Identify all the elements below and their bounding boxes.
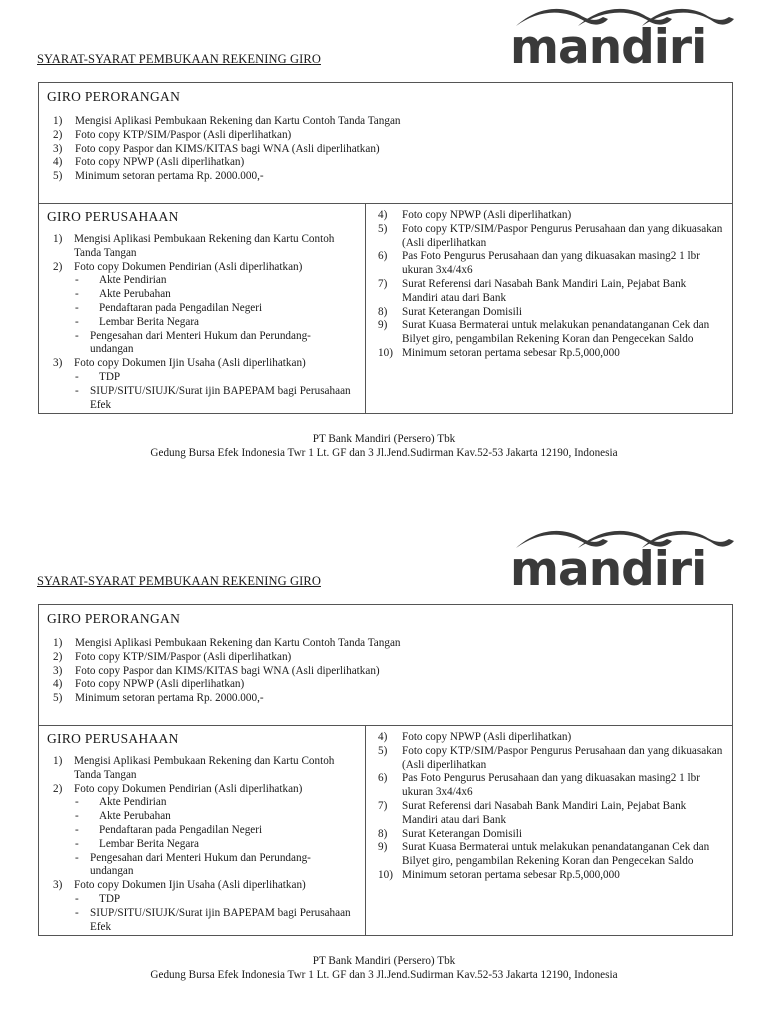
footer-company: PT Bank Mandiri (Persero) Tbk — [312, 433, 456, 445]
list-subitem: - Akte Pendirian — [75, 274, 167, 287]
list-item: 9) Surat Kuasa Bermaterai untuk melakukan penandatanganan Cek dan Bilyet giro, pengambilan Rekening Koran dan Pengecekan Saldo — [378, 841, 710, 868]
column-divider — [365, 726, 366, 935]
list-subitem: - Lembar Berita Negara — [75, 837, 200, 850]
list-item: 6) Pas Foto Pengurus Perusahaan dan yang dikuasakan masing2 1 lbr ukuran 3x4/4x6 — [378, 250, 700, 277]
perorangan-list — [53, 115, 713, 184]
list-item: 2) Foto copy KTP/SIM/Paspor (Asli diperlihatkan) — [53, 128, 292, 141]
section-heading: GIRO PERUSAHAAN — [47, 209, 179, 224]
perusahaan-left-list — [53, 233, 353, 412]
section-heading: GIRO PERORANGAN — [47, 611, 181, 626]
section-heading: GIRO PERORANGAN — [47, 89, 181, 104]
list-item: 5) Foto copy KTP/SIM/Paspor Pengurus Perusahaan dan yang dikuasakan (Asli diperlihatkan — [378, 222, 723, 249]
list-item: 5) Minimum setoran pertama Rp. 2000.000,- — [53, 170, 264, 183]
document-title: SYARAT-SYARAT PEMBUKAAN REKENING GIRO — [37, 574, 321, 588]
footer-address: Gedung Bursa Efek Indonesia Twr 1 Lt. GF dan 3 Jl.Jend.Sudirman Kav.52-53 Jakarta 12190, Indonesia — [150, 969, 618, 981]
logo-wordmark: mandiri — [510, 20, 707, 75]
list-item: 6) Pas Foto Pengurus Perusahaan dan yang dikuasakan masing2 1 lbr ukuran 3x4/4x6 — [378, 772, 700, 799]
list-item: 5) Minimum setoran pertama Rp. 2000.000,- — [53, 692, 264, 705]
list-subitem: - SIUP/SITU/SIUJK/Surat ijin BAPEPAM bagi Perusahaan Efek — [75, 906, 351, 933]
list-subitem: - Pendaftaran pada Pengadilan Negeri — [75, 301, 263, 314]
list-item: 4) Foto copy NPWP (Asli diperlihatkan) — [53, 678, 245, 691]
giro-perorangan-section — [38, 82, 733, 204]
list-item: 8) Surat Keterangan Domisili — [378, 827, 522, 840]
list-item: 1) Mengisi Aplikasi Pembukaan Rekening dan Kartu Contoh Tanda Tangan — [53, 637, 401, 649]
list-item: 8) Surat Keterangan Domisili — [378, 305, 522, 318]
list-item: 10) Minimum setoran pertama sebesar Rp.5,000,000 — [378, 868, 620, 881]
list-item: 2) Foto copy KTP/SIM/Paspor (Asli diperlihatkan) — [53, 650, 292, 663]
list-subitem: - Pendaftaran pada Pengadilan Negeri — [75, 823, 263, 836]
perorangan-list — [53, 637, 713, 706]
list-subitem: - Pengesahan dari Menteri Hukum dan Perundang-undangan — [75, 851, 311, 878]
list-item: 2) Foto copy Dokumen Pendirian (Asli diperlihatkan) — [53, 260, 303, 273]
list-item: 10) Minimum setoran pertama sebesar Rp.5,000,000 — [378, 346, 620, 359]
perusahaan-left-list — [53, 755, 353, 934]
list-item: 5) Foto copy KTP/SIM/Paspor Pengurus Perusahaan dan yang dikuasakan (Asli diperlihatkan — [378, 744, 723, 771]
list-item: 9) Surat Kuasa Bermaterai untuk melakukan penandatanganan Cek dan Bilyet giro, pengambilan Rekening Koran dan Pengecekan Saldo — [378, 319, 710, 346]
list-subitem: - TDP — [75, 892, 121, 905]
list-item: 4) Foto copy NPWP (Asli diperlihatkan) — [378, 731, 572, 743]
column-divider — [365, 204, 366, 413]
list-item: 4) Foto copy NPWP (Asli diperlihatkan) — [378, 209, 572, 221]
list-subitem: - Akte Perubahan — [75, 288, 171, 301]
giro-perusahaan-section — [38, 725, 733, 936]
list-item: 1) Mengisi Aplikasi Pembukaan Rekening dan Kartu Contoh Tanda Tangan — [53, 115, 401, 127]
list-item: 3) Foto copy Paspor dan KIMS/KITAS bagi WNA (Asli diperlihatkan) — [53, 664, 380, 677]
requirements-sheet-2 — [0, 522, 768, 1034]
list-subitem: - Pengesahan dari Menteri Hukum dan Perundang-undangan — [75, 329, 311, 356]
footer-address: Gedung Bursa Efek Indonesia Twr 1 Lt. GF dan 3 Jl.Jend.Sudirman Kav.52-53 Jakarta 12190, Indonesia — [150, 447, 618, 459]
logo-wordmark: mandiri — [510, 542, 707, 597]
list-subitem: - Akte Pendirian — [75, 796, 167, 809]
document-title: SYARAT-SYARAT PEMBUKAAN REKENING GIRO — [37, 52, 321, 66]
footer-company: PT Bank Mandiri (Persero) Tbk — [312, 955, 456, 967]
list-item: 1) Mengisi Aplikasi Pembukaan Rekening dan Kartu Contoh Tanda Tangan — [53, 755, 335, 781]
list-item: 3) Foto copy Paspor dan KIMS/KITAS bagi WNA (Asli diperlihatkan) — [53, 142, 380, 155]
list-item: 7) Surat Referensi dari Nasabah Bank Mandiri Lain, Pejabat Bank Mandiri atau dari Bank — [378, 799, 687, 826]
list-subitem: - Akte Perubahan — [75, 810, 171, 823]
list-item: 3) Foto copy Dokumen Ijin Usaha (Asli diperlihatkan) — [53, 357, 306, 370]
requirements-sheet-1 — [0, 0, 768, 512]
list-subitem: - SIUP/SITU/SIUJK/Surat ijin BAPEPAM bagi Perusahaan Efek — [75, 384, 351, 411]
list-subitem: - Lembar Berita Negara — [75, 315, 200, 328]
list-item: 7) Surat Referensi dari Nasabah Bank Mandiri Lain, Pejabat Bank Mandiri atau dari Bank — [378, 277, 687, 304]
mandiri-logo — [508, 528, 736, 597]
section-heading: GIRO PERUSAHAAN — [47, 731, 179, 746]
giro-perorangan-section — [38, 604, 733, 726]
list-item: 1) Mengisi Aplikasi Pembukaan Rekening dan Kartu Contoh Tanda Tangan — [53, 233, 335, 259]
list-item: 4) Foto copy NPWP (Asli diperlihatkan) — [53, 156, 245, 169]
list-subitem: - TDP — [75, 370, 121, 383]
giro-perusahaan-section — [38, 203, 733, 414]
perusahaan-right-list — [378, 209, 723, 361]
list-item: 2) Foto copy Dokumen Pendirian (Asli diperlihatkan) — [53, 782, 303, 795]
list-item: 3) Foto copy Dokumen Ijin Usaha (Asli diperlihatkan) — [53, 879, 306, 892]
perusahaan-right-list — [378, 731, 723, 883]
mandiri-logo — [508, 6, 736, 75]
